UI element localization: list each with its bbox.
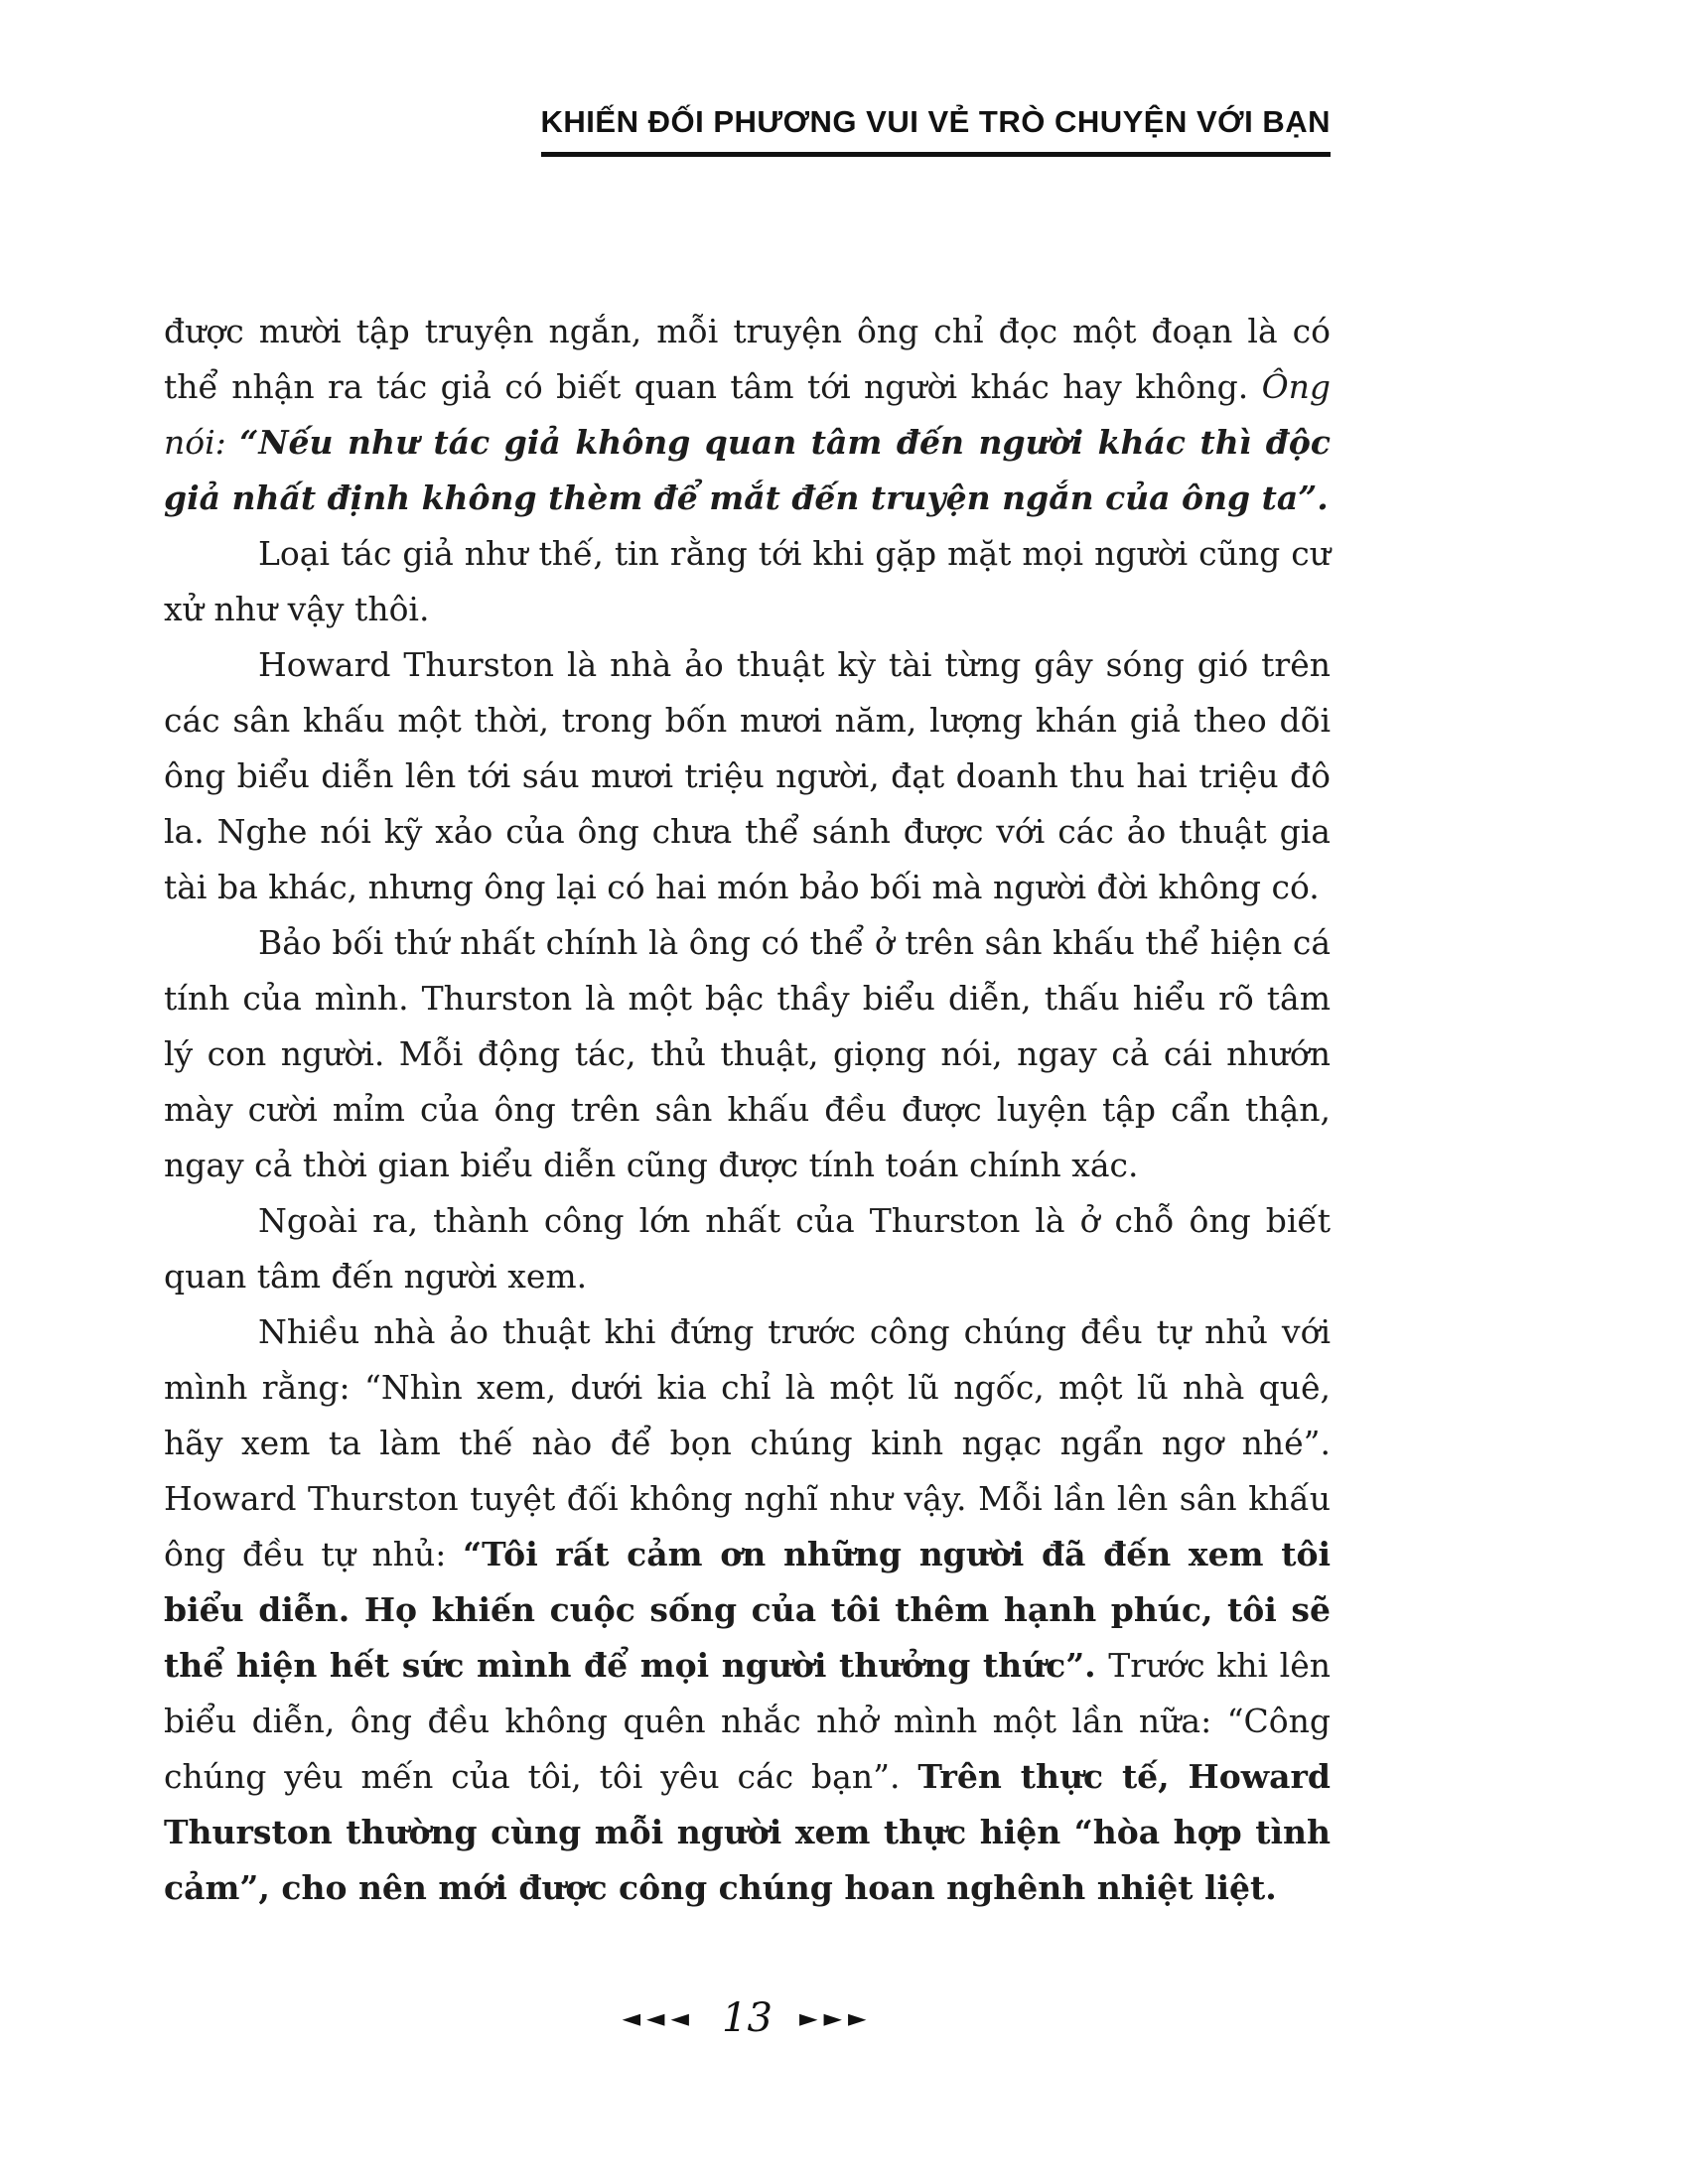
paragraph <box>164 526 1331 637</box>
right-arrows-icon: ►►► <box>799 2004 873 2032</box>
paragraph <box>164 1193 1331 1304</box>
page-number: 13 <box>722 1995 773 2041</box>
text-run: được mười tập truyện ngắn, mỗi truyện ông chỉ đọc một đoạn là có thể nhận ra tác giả có biết quan tâm tới người khác hay không. <box>164 312 1331 406</box>
text-run: Bảo bối thứ nhất chính là ông có thể ở trên sân khấu thể hiện cá tính của mình. Thurston là một bậc thầy biểu diễn, thấu hiểu rõ tâm lý con người. Mỗi động tác, thủ thuật, giọng nói, ngay cả cái nhướn mày cười mỉm của ông trên sân khấu đều được luyện tập cẩn thận, ngay cả thời gian biểu diễn cũng được tính toán chính xác. <box>164 923 1331 1184</box>
paragraph <box>164 304 1331 526</box>
page-header <box>164 104 1331 157</box>
paragraph <box>164 1304 1331 1916</box>
text-run: “Nếu như tác giả không quan tâm đến người khác thì độc giả nhất định không thèm để mắt đến truyện ngắn của ông ta”. <box>164 423 1331 517</box>
text-run: Ông nói: <box>164 367 1331 462</box>
header-title: KHIẾN ĐỐI PHƯƠNG VUI VẺ TRÒ CHUYỆN VỚI BẠN <box>541 104 1331 157</box>
paragraph <box>164 637 1331 915</box>
text-run: “Tôi rất cảm ơn những người đã đến xem tôi biểu diễn. Họ khiến cuộc sống của tôi thêm hạnh phúc, tôi sẽ thể hiện hết sức mình để mọi người thưởng thức”. <box>164 1535 1331 1685</box>
page-footer <box>164 1995 1331 2041</box>
text-run: Trước khi lên biểu diễn, ông đều không quên nhắc nhở mình một lần nữa: “Công chúng yêu mến của tôi, tôi yêu các bạn”. <box>164 1646 1331 1796</box>
text-run: Trên thực tế, Howard Thurston thường cùng mỗi người xem thực hiện “hòa hợp tình cảm”, cho nên mới được công chúng hoan nghênh nhiệt liệt. <box>164 1757 1331 1907</box>
text-run: Loại tác giả như thế, tin rằng tới khi gặp mặt mọi người cũng cư xử như vậy thôi. <box>164 534 1331 628</box>
left-arrows-icon: ◄◄◄ <box>622 2004 695 2032</box>
body-text <box>164 304 1331 1916</box>
text-run: Nhiều nhà ảo thuật khi đứng trước công chúng đều tự nhủ với mình rằng: “Nhìn xem, dưới kia chỉ là một lũ ngốc, một lũ nhà quê, hãy xem ta làm thế nào để bọn chúng kinh ngạc ngẩn ngơ nhé”. Howard Thurston tuyệt đối không nghĩ như vậy. Mỗi lần lên sân khấu ông đều tự nhủ: <box>164 1312 1331 1573</box>
paragraph <box>164 915 1331 1193</box>
text-run: Howard Thurston là nhà ảo thuật kỳ tài từng gây sóng gió trên các sân khấu một thời, trong bốn mươi năm, lượng khán giả theo dõi ông biểu diễn lên tới sáu mươi triệu người, đạt doanh thu hai triệu đô la. Nghe nói kỹ xảo của ông chưa thể sánh được với các ảo thuật gia tài ba khác, nhưng ông lại có hai món bảo bối mà người đời không có. <box>164 645 1331 906</box>
text-run: Ngoài ra, thành công lớn nhất của Thurston là ở chỗ ông biết quan tâm đến người xem. <box>164 1201 1331 1296</box>
